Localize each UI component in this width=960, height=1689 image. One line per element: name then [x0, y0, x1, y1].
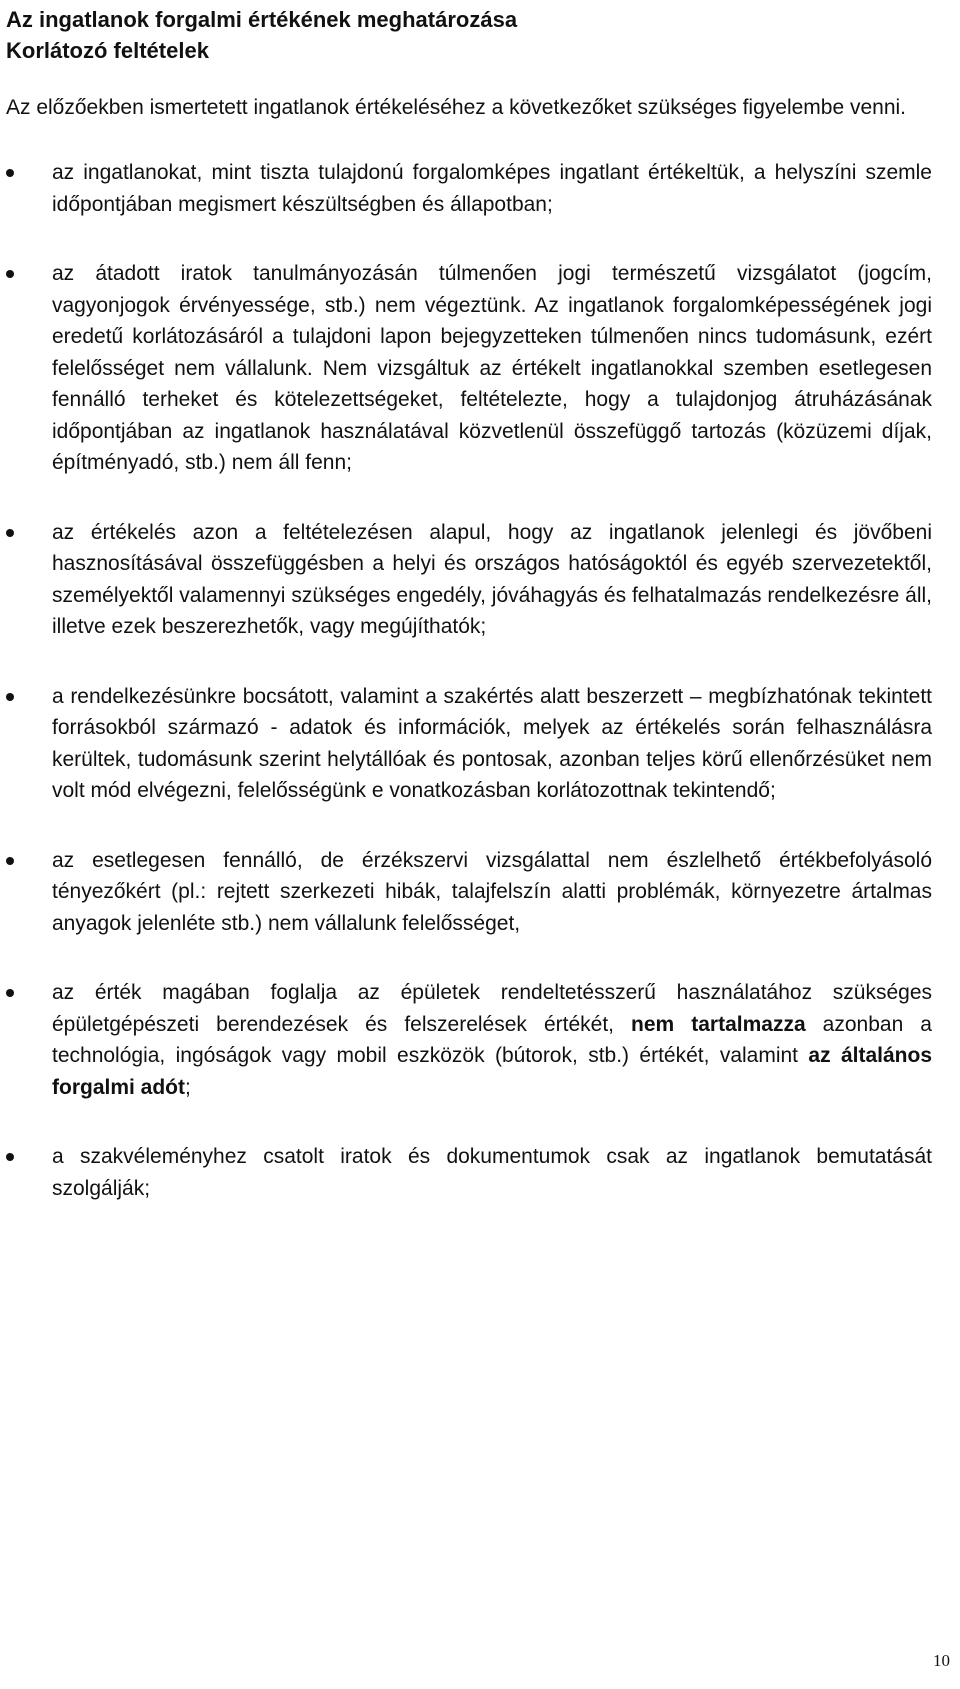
title-line-2: Korlátozó feltételek — [6, 38, 209, 63]
list-item-text: a rendelkezésünkre bocsátott, valamint a szakértés alatt beszerzett – megbízhatónak tekintett forrásokból származó - adatok és információk, melyek az értékelés során felhasználásra kerültek, tudomásunk szerint helytállóak és pontosak, azonban teljes körű ellenőrzésüket nem volt mód elvégezni, felelősségünk e vonatkozásban korlátozottnak tekintendő; — [52, 684, 932, 802]
intro-paragraph: Az előzőekben ismertetett ingatlanok értékeléséhez a következőket szükséges figyelembe venni. — [6, 96, 907, 119]
list-item-text: az átadott iratok tanulmányozásán túlmenően jogi természetű vizsgálatot (jogcím, vagyonjogok érvényessége, stb.) nem végeztünk. Az ingatlanok forgalomképességének jogi eredetű korlátozásáról a tulajdoni lapon bejegyzetteken túlmenően nincs tudomásunk, ezért felelősséget nem vállalunk. Nem vizsgáltuk az értékelt ingatlanokkal szemben esetlegesen fennálló terheket és kötelezettségeket, feltételezte, hogy a tulajdonjog átruházásának időpontjában az ingatlanok használatával közvetlenül összefüggő tartozás (közüzemi díjak, építményadó, stb.) nem áll fenn; — [52, 262, 932, 474]
bullet-icon — [6, 693, 14, 701]
bullet-icon — [6, 529, 14, 537]
list-item-text: az értékelés azon a feltételezésen alapul, hogy az ingatlanok jelenlegi és jövőbeni hasznosításával összefüggésben a helyi és országos hatóságoktól és egyéb szervezetektől, személyektől valamennyi szükséges engedély, jóváhagyás és felhatalmazás rendelkezésre áll, illetve ezek beszerezhetők, vagy megújíthatók; — [52, 520, 932, 638]
list-item-text: a szakvéleményhez csatolt iratok és dokumentumok csak az ingatlanok bemutatását szolgálják; — [52, 1145, 932, 1200]
conditions-list — [6, 157, 932, 1204]
list-item — [6, 1141, 932, 1204]
page-title — [6, 4, 932, 66]
list-item — [6, 681, 932, 807]
bullet-icon — [6, 169, 14, 177]
bullet-icon — [6, 989, 14, 997]
bullet-icon — [6, 270, 14, 278]
list-item-text-part: azonban a technológia, ingóságok vagy mobil eszközök (bútorok, stb.) értékét, valamint — [52, 1012, 932, 1067]
list-item — [6, 517, 932, 643]
bullet-icon — [6, 1153, 14, 1161]
list-item-text-part: ; — [185, 1075, 191, 1099]
list-item — [6, 258, 932, 479]
list-item — [6, 157, 932, 220]
list-item-text-part: az érték magában foglalja az épületek rendeltetésszerű használatához szükséges épületgépészeti berendezések és felszerelések értékét, — [52, 981, 932, 1036]
list-item-bold-text: nem tartalmazza — [631, 1012, 806, 1036]
list-item — [6, 845, 932, 940]
list-item-bold-text: az általános forgalmi adót — [52, 1044, 932, 1099]
bullet-icon — [6, 857, 14, 865]
list-item-text: az ingatlanokat, mint tiszta tulajdonú forgalomképes ingatlant értékeltük, a helyszíni szemle időpontjában megismert készültségben és állapotban; — [52, 161, 932, 216]
list-item — [6, 977, 932, 1103]
title-line-1: Az ingatlanok forgalmi értékének meghatározása — [6, 7, 518, 32]
page-number: 10 — [933, 1651, 950, 1670]
list-item-text: az esetlegesen fennálló, de érzékszervi vizsgálattal nem észlelhető értékbefolyásoló tényezőkért (pl.: rejtett szerkezeti hibák, talajfelszín alatti problémák, környezetre ártalmas anyagok jelenléte stb.) nem vállalunk felelősséget, — [52, 848, 932, 935]
